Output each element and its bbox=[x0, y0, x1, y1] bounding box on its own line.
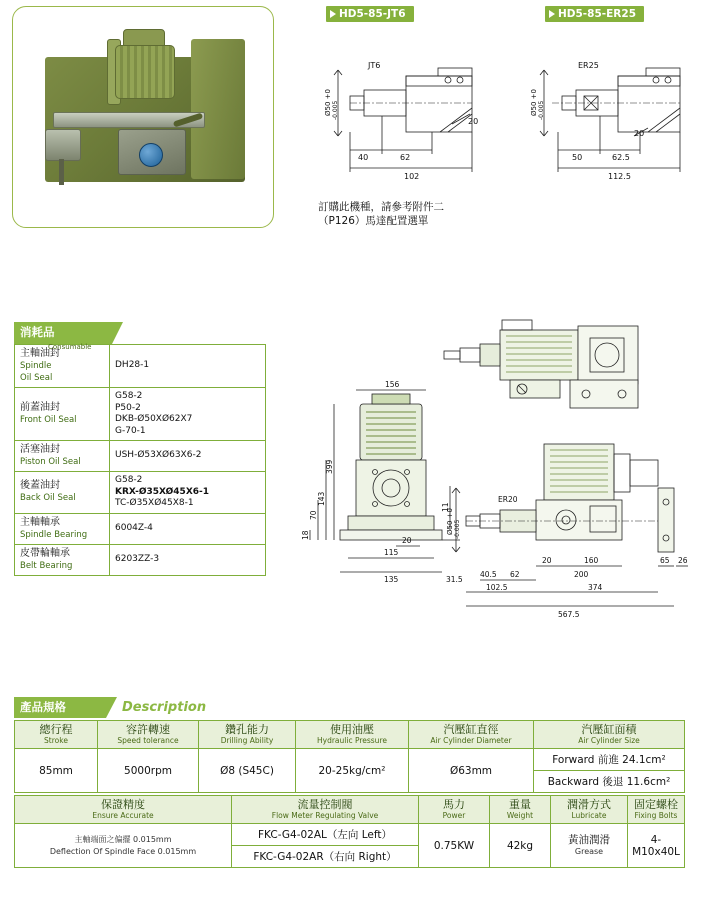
svg-text:26: 26 bbox=[678, 556, 688, 565]
spec-value-stroke: 85mm bbox=[15, 749, 98, 793]
spec-value-speed: 5000rpm bbox=[98, 749, 199, 793]
accuracy-cn: 主軸端面之偏擺 0.015mm bbox=[74, 834, 172, 844]
label-en1: Spindle Bearing bbox=[20, 529, 88, 540]
spec-header-cyl-diameter: 汽壓缸直徑 Air Cylinder Diameter bbox=[409, 721, 534, 749]
label-en1: Spindle bbox=[20, 361, 52, 371]
label-en1: Belt Bearing bbox=[20, 560, 73, 571]
svg-text:Ø50 +0: Ø50 +0 bbox=[446, 508, 454, 535]
spec-value-valve-right: FKC-G4-02AR（右向 Right） bbox=[232, 846, 419, 868]
value-line: G58-2 bbox=[115, 391, 143, 401]
consumable-tab-cn: 消耗品 bbox=[20, 325, 55, 339]
svg-text:20: 20 bbox=[634, 129, 645, 138]
value-line: KRX-Ø35XØ45X6-1 bbox=[115, 486, 210, 497]
consumable-table bbox=[14, 344, 266, 576]
model-tab-er25[interactable] bbox=[545, 6, 644, 22]
spec-header-power: 馬力 Power bbox=[419, 796, 490, 824]
label-cn: 皮帶輪軸承 bbox=[20, 547, 70, 559]
model-tab-jt6[interactable] bbox=[326, 6, 414, 22]
svg-text:Ø50 +0: Ø50 +0 bbox=[324, 89, 332, 116]
value-line: G58-2 bbox=[115, 475, 143, 485]
svg-text:-0.005: -0.005 bbox=[454, 519, 461, 539]
product-photo bbox=[23, 17, 263, 217]
spec-tab-cn: 產品規格 bbox=[20, 700, 66, 714]
svg-text:102: 102 bbox=[404, 172, 420, 181]
row-value-spindle-oil-seal: DH28-1 bbox=[110, 345, 266, 388]
svg-text:102.5: 102.5 bbox=[486, 583, 508, 592]
value-line: TC-Ø35XØ45X8-1 bbox=[115, 498, 194, 508]
svg-text:50: 50 bbox=[572, 153, 583, 162]
spec-value-row-1 bbox=[15, 749, 685, 771]
spec-header-valve: 流量控制閥 Flow Meter Regulating Valve bbox=[232, 796, 419, 824]
row-value-front-oil-seal bbox=[110, 388, 266, 441]
row-label-piston-oil-seal bbox=[15, 441, 110, 472]
spec-header-accuracy: 保證精度 Ensure Accurate bbox=[15, 796, 232, 824]
product-photo-panel bbox=[12, 6, 274, 228]
label-cn: 前蓋油封 bbox=[20, 402, 60, 413]
spec-value-accuracy bbox=[15, 824, 232, 868]
drawing-er25 bbox=[522, 28, 702, 198]
label-cn: 後蓋油封 bbox=[20, 480, 60, 492]
spec-value-backward: Backward 後退 11.6cm² bbox=[534, 771, 685, 793]
svg-text:70: 70 bbox=[309, 510, 318, 520]
row-value-belt-bearing: 6203ZZ-3 bbox=[110, 544, 266, 575]
spec-header-lubricate: 潤滑方式 Lubricate bbox=[551, 796, 628, 824]
triangle-icon bbox=[330, 10, 336, 18]
table-row bbox=[15, 513, 266, 544]
spec-block bbox=[14, 697, 685, 868]
spec-value-valve-left: FKC-G4-02AL（左向 Left） bbox=[232, 824, 419, 846]
spec-header-row-1 bbox=[15, 721, 685, 749]
blue-knob-graphic bbox=[139, 143, 163, 167]
svg-text:-0.005: -0.005 bbox=[332, 100, 339, 120]
order-note-line1: 訂購此機種，請參考附件二 bbox=[318, 201, 444, 213]
table-row bbox=[15, 544, 266, 575]
table-row bbox=[15, 472, 266, 514]
row-label-front-oil-seal bbox=[15, 388, 110, 441]
svg-text:156: 156 bbox=[385, 380, 400, 389]
table-row bbox=[15, 388, 266, 441]
value-line: P50-2 bbox=[115, 402, 141, 413]
row-label-spindle-bearing bbox=[15, 513, 110, 544]
svg-text:JT6: JT6 bbox=[368, 61, 381, 70]
svg-text:115: 115 bbox=[384, 548, 399, 557]
svg-text:200: 200 bbox=[574, 570, 589, 579]
svg-text:143: 143 bbox=[317, 491, 326, 506]
spec-value-power: 0.75KW bbox=[419, 824, 490, 868]
spec-header-bolts: 固定螺栓 Fixing Bolts bbox=[628, 796, 685, 824]
svg-text:135: 135 bbox=[384, 575, 399, 584]
spec-header-cyl-size: 汽壓缸面積 Air Cylinder Size bbox=[534, 721, 685, 749]
svg-text:62.5: 62.5 bbox=[612, 153, 630, 162]
model-tab-jt6-label: HD5-85-JT6 bbox=[339, 8, 406, 20]
spec-value-bolts: 4-M10x40L bbox=[628, 824, 685, 868]
svg-text:40.5: 40.5 bbox=[480, 570, 497, 579]
consumable-table-block bbox=[14, 322, 266, 576]
label-en1: Front Oil Seal bbox=[20, 415, 77, 425]
value-line: DKB-Ø50XØ62X7 bbox=[115, 414, 193, 424]
label-en1: Piston Oil Seal bbox=[20, 457, 81, 467]
spec-value-cyl-diameter: Ø63mm bbox=[409, 749, 534, 793]
svg-text:18: 18 bbox=[301, 530, 310, 540]
spec-header-speed: 容許轉速 Speed tolerance bbox=[98, 721, 199, 749]
label-en2: Oil Seal bbox=[20, 373, 53, 383]
spec-header-stroke: 總行程 Stroke bbox=[15, 721, 98, 749]
svg-text:20: 20 bbox=[468, 117, 479, 126]
spec-value-row-2 bbox=[15, 824, 685, 846]
row-value-piston-oil-seal: USH-Ø53XØ63X6-2 bbox=[110, 441, 266, 472]
spec-header-hydraulic: 使用油壓 Hydraulic Pressure bbox=[296, 721, 409, 749]
spec-table-1 bbox=[14, 720, 685, 793]
svg-text:31.5: 31.5 bbox=[446, 575, 463, 584]
row-value-back-oil-seal bbox=[110, 472, 266, 514]
consumable-tab bbox=[14, 322, 112, 351]
svg-text:-0.005: -0.005 bbox=[538, 100, 545, 120]
svg-text:567.5: 567.5 bbox=[558, 610, 580, 619]
row-value-spindle-bearing: 6004Z-4 bbox=[110, 513, 266, 544]
triangle-icon bbox=[549, 10, 555, 18]
label-cn: 主軸軸承 bbox=[20, 516, 60, 528]
spec-header-row-2 bbox=[15, 796, 685, 824]
svg-text:62: 62 bbox=[400, 153, 411, 162]
spec-tab-en: Description bbox=[122, 700, 207, 715]
row-label-back-oil-seal bbox=[15, 472, 110, 514]
svg-text:ER20: ER20 bbox=[498, 495, 518, 504]
accuracy-en: Deflection Of Spindle Face 0.015mm bbox=[49, 846, 197, 856]
machine-column-graphic bbox=[191, 39, 245, 179]
spindle-nose-graphic bbox=[45, 129, 81, 161]
svg-text:62: 62 bbox=[510, 570, 520, 579]
drawing-jt6 bbox=[320, 28, 510, 198]
svg-text:40: 40 bbox=[358, 153, 369, 162]
lubricate-cn: 黃油潤滑 bbox=[568, 833, 610, 846]
row-label-belt-bearing bbox=[15, 544, 110, 575]
spec-table-2 bbox=[14, 795, 685, 868]
drawing-assembly-top bbox=[440, 318, 690, 428]
spec-value-lubricate bbox=[551, 824, 628, 868]
drill-tip-graphic bbox=[59, 159, 64, 185]
order-note bbox=[318, 200, 518, 228]
lubricate-en: Grease bbox=[574, 846, 604, 856]
svg-text:Ø50 +0: Ø50 +0 bbox=[530, 89, 538, 116]
consumable-tab-en: Consumable bbox=[48, 343, 92, 351]
svg-text:374: 374 bbox=[588, 583, 603, 592]
svg-text:20: 20 bbox=[402, 536, 412, 545]
table-row bbox=[15, 441, 266, 472]
svg-text:ER25: ER25 bbox=[578, 61, 599, 70]
spec-header-drilling: 鑽孔能力 Drilling Ability bbox=[199, 721, 296, 749]
spec-header-weight: 重量 Weight bbox=[490, 796, 551, 824]
label-cn: 活塞油封 bbox=[20, 444, 60, 455]
svg-text:112.5: 112.5 bbox=[608, 172, 631, 181]
spec-tab bbox=[14, 697, 106, 718]
value-line: G-70-1 bbox=[115, 425, 146, 436]
spec-value-drilling: Ø8 (S45C) bbox=[199, 749, 296, 793]
motor-body-graphic bbox=[115, 45, 175, 99]
order-note-line2: （P126）馬達配置選單 bbox=[318, 215, 429, 227]
drawing-side-view bbox=[440, 440, 692, 625]
label-en1: Back Oil Seal bbox=[20, 493, 76, 504]
svg-text:20: 20 bbox=[542, 556, 552, 565]
spec-value-forward: Forward 前進 24.1cm² bbox=[534, 749, 685, 771]
label-cn: 主軸油封 bbox=[20, 348, 60, 359]
model-tab-er25-label: HD5-85-ER25 bbox=[558, 8, 637, 20]
spec-value-hydraulic: 20-25kg/cm² bbox=[296, 749, 409, 793]
svg-text:160: 160 bbox=[584, 556, 599, 565]
spec-value-weight: 42kg bbox=[490, 824, 551, 868]
svg-text:11: 11 bbox=[441, 502, 450, 512]
svg-text:399: 399 bbox=[325, 459, 334, 474]
svg-text:65: 65 bbox=[660, 556, 670, 565]
